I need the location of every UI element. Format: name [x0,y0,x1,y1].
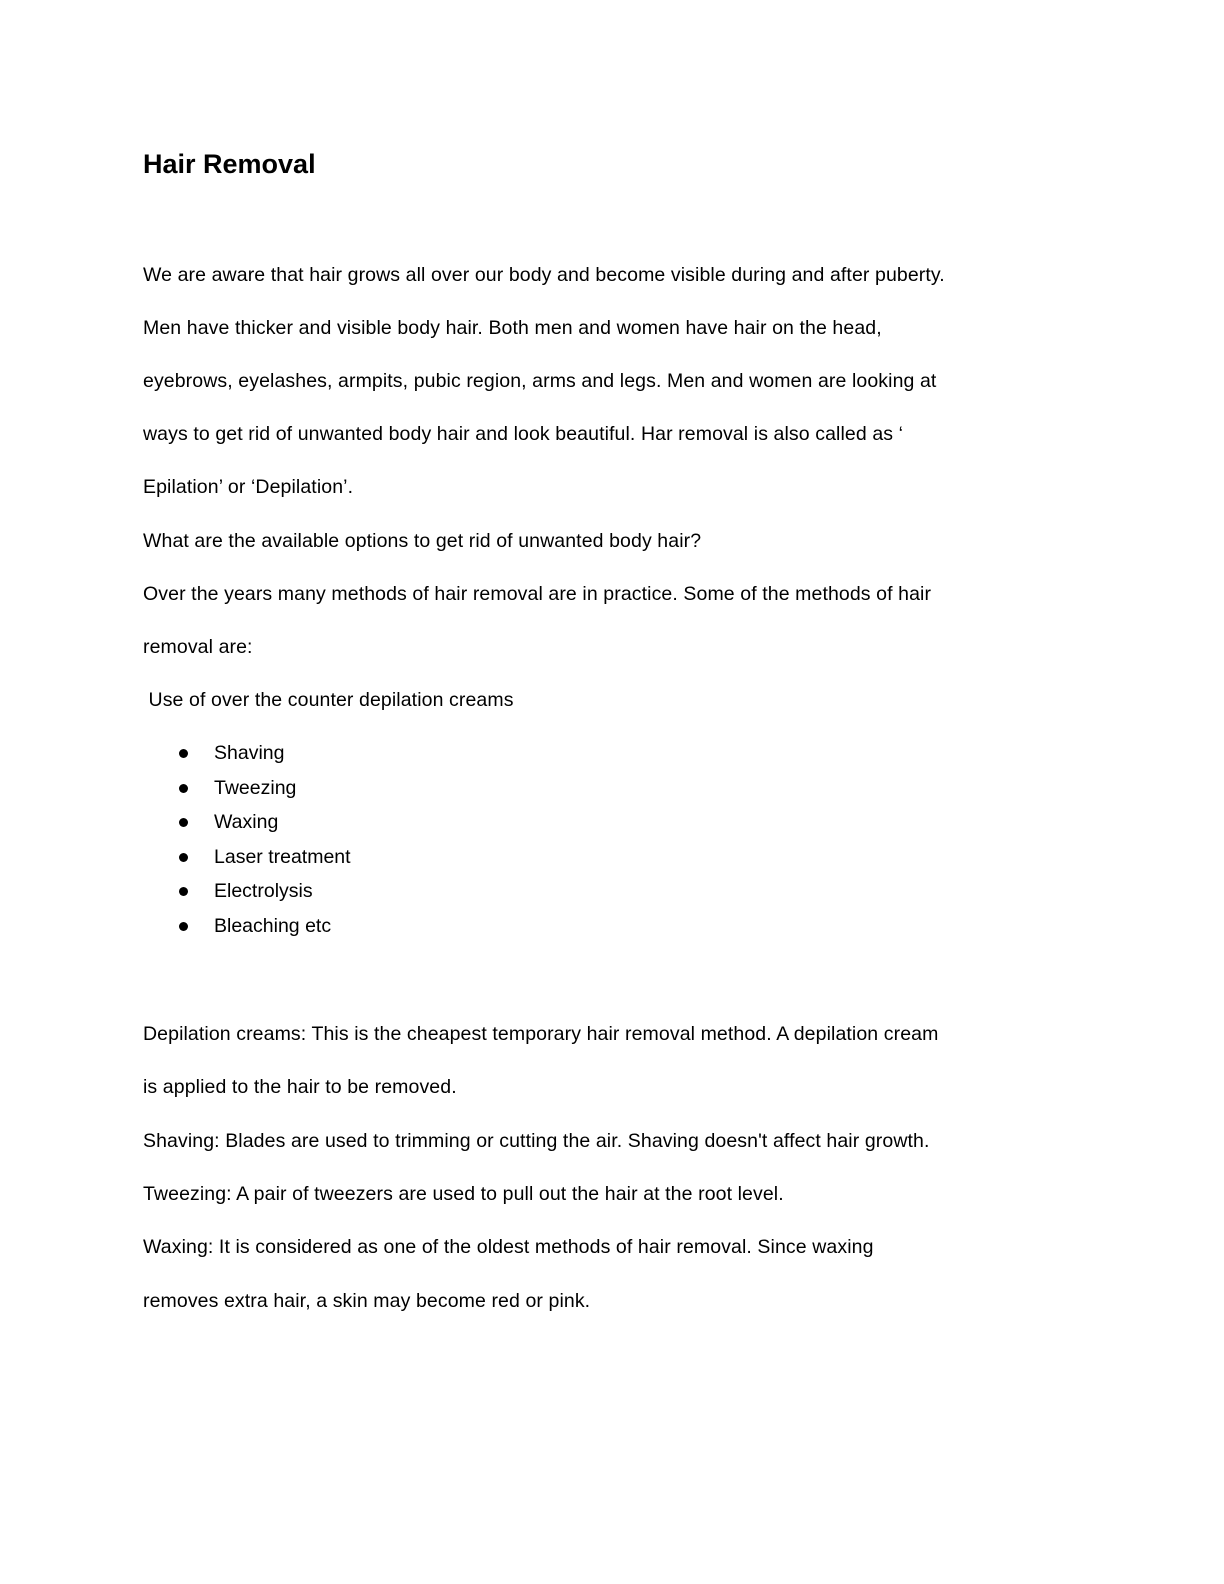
bullet-icon [179,887,188,896]
methods-list [0,740,1224,948]
detail-line: Depilation creams: This is the cheapest temporary hair removal method. A depilation cream [143,1023,939,1045]
detail-line: is applied to the hair to be removed. [143,1076,457,1098]
bullet-icon [179,922,188,931]
intro-line: Epilation’ or ‘Depilation’. [143,476,354,498]
bullet-icon [179,784,188,793]
list-item [0,878,1224,913]
bullet-icon [179,853,188,862]
methods-intro-line: removal are: [143,636,253,658]
list-item [0,775,1224,810]
page-title: Hair Removal [143,149,316,179]
methods-intro-line: Over the years many methods of hair removal are in practice. Some of the methods of hair [143,583,932,605]
list-item [0,740,1224,775]
list-item-label: Tweezing [214,776,297,799]
bullet-icon [179,749,188,758]
detail-line: Waxing: It is considered as one of the oldest methods of hair removal. Since waxing [143,1236,874,1258]
first-method-line: Use of over the counter depilation creams [143,689,514,711]
detail-line: Tweezing: A pair of tweezers are used to pull out the hair at the root level. [143,1183,784,1205]
intro-line: ways to get rid of unwanted body hair and look beautiful. Har removal is also called as ‘ [143,423,904,445]
list-item-label: Bleaching etc [214,914,332,937]
list-item-label: Waxing [214,811,279,834]
bullet-icon [179,818,188,827]
intro-line: We are aware that hair grows all over our body and become visible during and after puberty. [143,264,945,286]
detail-line: removes extra hair, a skin may become red or pink. [143,1290,591,1312]
list-item-label: Electrolysis [214,880,313,903]
list-item-label: Laser treatment [214,845,351,868]
list-item-label: Shaving [214,742,285,764]
list-item [0,844,1224,879]
question-line: What are the available options to get rid of unwanted body hair? [143,530,702,552]
intro-line: eyebrows, eyelashes, armpits, pubic region, arms and legs. Men and women are looking at [143,370,937,392]
list-item [0,913,1224,948]
detail-line: Shaving: Blades are used to trimming or cutting the air. Shaving doesn't affect hair growth. [143,1130,930,1152]
list-item [0,809,1224,844]
intro-line: Men have thicker and visible body hair. Both men and women have hair on the head, [143,317,882,339]
